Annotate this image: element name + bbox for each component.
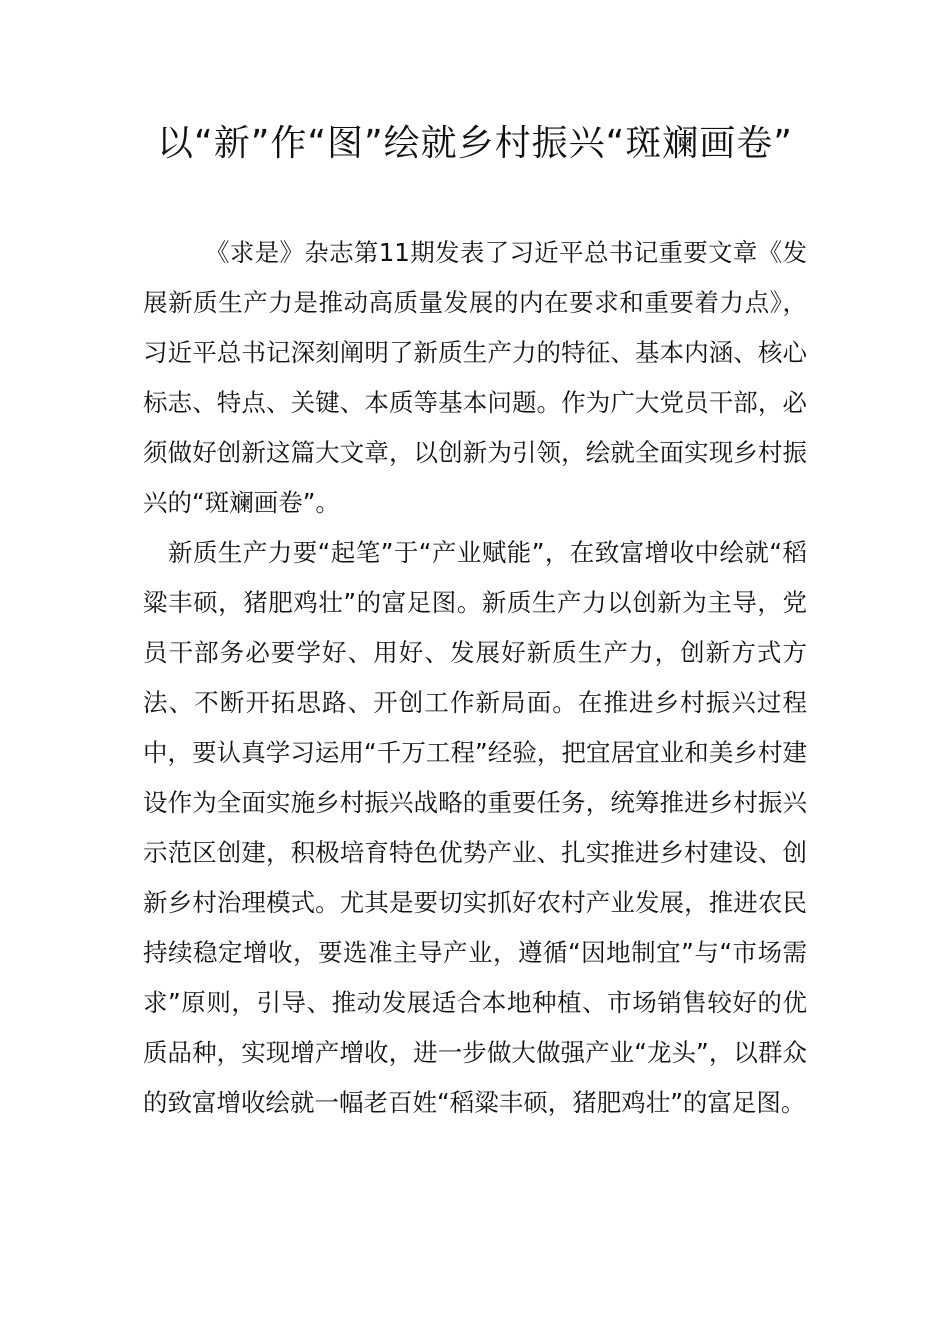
paragraph-intro: 《求是》杂志第11期发表了习近平总书记重要文章《发展新质生产力是推动高质量发展的内在要求和重要着力点》，习近平总书记深刻阐明了新质生产力的特征、基本内涵、核心标志、特点、关键、本质等基本问题。作为广大党员干部，必须做好创新这篇大文章，以创新为引领，绘就全面实现乡村振兴的“斑斓画卷”。	[143, 238, 807, 517]
article-body	[143, 228, 807, 1128]
article-title: 以“新”作“图”绘就乡村振兴“斑斓画卷”	[157, 123, 793, 164]
paragraph-industry: 新质生产力要“起笔”于“产业赋能”，在致富增收中绘就“稻粱丰硕，猪肥鸡壮”的富足图。新质生产力以创新为主导，党员干部务必要学好、用好、发展好新质生产力，创新方式方法、不断开拓思路、开创工作新局面。在推进乡村振兴过程中，要认真学习运用“千万工程”经验，把宜居宜业和美乡村建设作为全面实施乡村振兴战略的重要任务，统筹推进乡村振兴示范区创建，积极培育特色优势产业、扎实推进乡村建设、创新乡村治理模式。尤其是要切实抓好农村产业发展，推进农民持续稳定增收，要选准主导产业，遵循“因地制宜”与“市场需求”原则，引导、推动发展适合本地种植、市场销售较好的优质品种，实现增产增收，进一步做大做强产业“龙头”，以群众的致富增收绘就一幅老百姓“稻粱丰硕，猪肥鸡壮”的富足图。	[143, 538, 807, 1117]
